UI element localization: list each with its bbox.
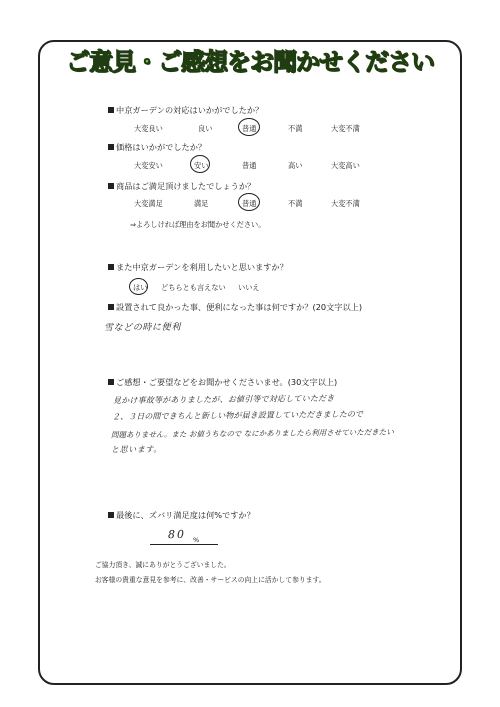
selected-circle-mark (238, 193, 260, 211)
option-reuse-no[interactable]: いいえ (238, 283, 260, 292)
answer-benefit-handwritten: 雪などの時に便利 (103, 322, 181, 334)
option-product-normal[interactable]: 普通 (242, 199, 257, 208)
footer-note: お客様の貴重な意見を参考に、改善・サービスの向上に活かして参ります。 (95, 576, 326, 584)
option-reuse-yes[interactable]: はい (133, 283, 148, 292)
question-comments: ご感想・ご要望などをお聞かせくださいませ。(30文字以上) (108, 377, 337, 387)
question-reuse: また中京ガーデンを利用したいと思いますか？ (108, 262, 288, 272)
option-price-cheap[interactable]: 安い (194, 161, 209, 170)
option-price-very-cheap[interactable]: 大変安い (134, 161, 163, 170)
question-price: 価格はいかがでしたか？ (108, 142, 206, 152)
question-satisfaction: 最後に、ズバリ満足度は何%ですか？ (108, 510, 255, 520)
survey-title: ご意見・ご感想をお聞かせください (66, 48, 434, 76)
option-service-normal[interactable]: 普通 (242, 124, 257, 133)
option-service-very-good[interactable]: 大変良い (134, 124, 163, 133)
answer-satisfaction-value: 80 (167, 527, 187, 542)
bullet-square-icon (108, 107, 114, 113)
percent-unit: % (193, 536, 200, 544)
survey-sheet-frame (38, 40, 462, 685)
answer-comments-line: 見かけ事故等がありましたが、お値引等で対応していただき (112, 393, 335, 406)
option-product-dissatisfied[interactable]: 不満 (288, 199, 303, 208)
answer-comments-line: と思います。 (110, 444, 163, 455)
bullet-square-icon (108, 144, 114, 150)
bullet-square-icon (108, 512, 114, 518)
selected-circle-mark (238, 118, 260, 136)
option-reuse-neutral[interactable]: どちらとも言えない (161, 283, 226, 292)
option-price-expensive[interactable]: 高い (288, 161, 303, 170)
option-product-very-satisfied[interactable]: 大変満足 (134, 199, 163, 208)
bullet-square-icon (108, 379, 114, 385)
option-product-satisfied[interactable]: 満足 (194, 199, 209, 208)
option-service-good[interactable]: 良い (198, 124, 213, 133)
answer-comments-line: 問題ありません。また お値うちなので なにかありましたら利用させていただきたい (110, 427, 394, 440)
reason-prompt: ⇒よろしければ理由をお聞かせください。 (130, 220, 266, 229)
option-service-dissatisfied[interactable]: 不満 (288, 124, 303, 133)
option-price-normal[interactable]: 普通 (242, 161, 257, 170)
selected-circle-mark (129, 278, 148, 295)
option-service-very-dissatisfied[interactable]: 大変不満 (331, 124, 360, 133)
bullet-square-icon (108, 264, 114, 270)
bullet-square-icon (108, 304, 114, 310)
answer-comments-line: ２、３日の間できちんと新しい物が届き設置していただきましたので (111, 409, 364, 422)
question-product: 商品はご満足頂けましたでしょうか？ (108, 181, 255, 191)
selected-circle-mark (190, 155, 210, 173)
question-benefit: 設置されて良かった事、便利になった事は何ですか？(20文字以上) (108, 302, 362, 312)
answer-underline (150, 544, 218, 545)
bullet-square-icon (108, 183, 114, 189)
footer-thanks: ご協力頂き、誠にありがとうございました。 (95, 561, 231, 569)
option-price-very-expensive[interactable]: 大変高い (331, 161, 360, 170)
option-product-very-dissatisfied[interactable]: 大変不満 (331, 199, 360, 208)
question-service: 中京ガーデンの対応はいかがでしたか？ (108, 105, 263, 115)
